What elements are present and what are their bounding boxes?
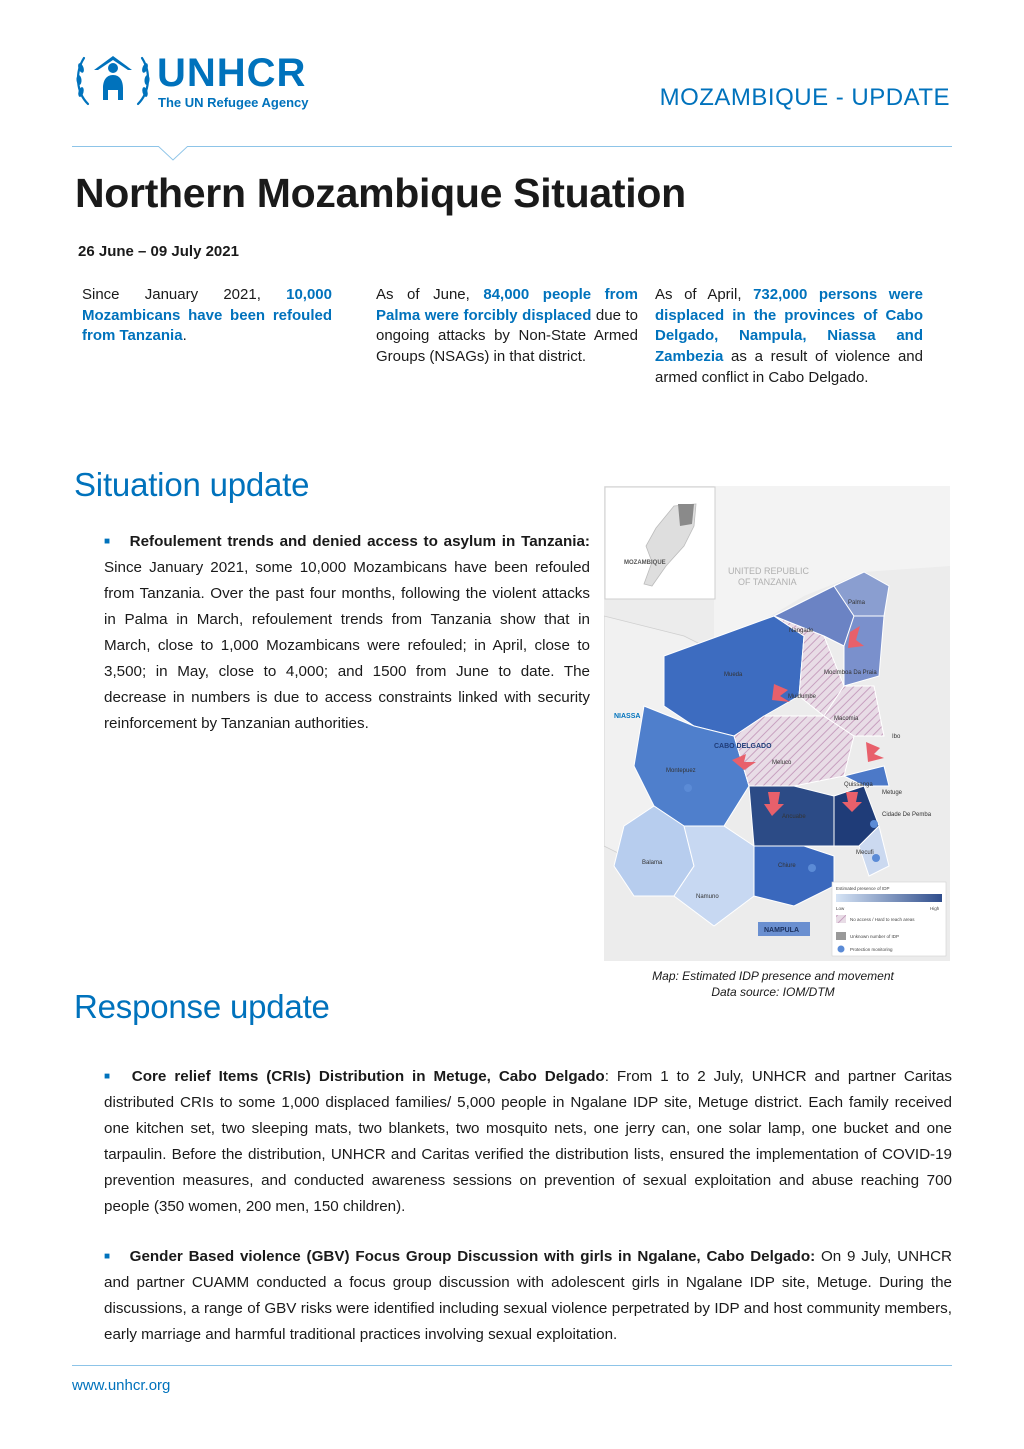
divider-notch-icon <box>158 146 188 162</box>
section-heading-situation: Situation update <box>74 466 310 503</box>
district-label: Palma <box>848 600 866 606</box>
bullet-icon: ■ <box>104 536 112 547</box>
situation-paragraph: ■ Refoulement trends and denied access to asylum in Tanzania: Since January 2021, some 10,000 Mozambicans have been refouled from Tanzania. Over the past four months, following the violent attacks in Palma in March, refoulement trends from Tanzania show that in March, close to 1,000 Mozambicans were refouled; in April, close to 3,500; in May, close to 4,000; and 1500 from June to date. The decrease in numbers is due to access constraints linked with security reinforcement by Tanzanian authorities. <box>104 533 590 732</box>
header-divider <box>72 146 952 147</box>
district-label: Quissanga <box>844 782 873 788</box>
legend-grey-swatch <box>836 932 846 940</box>
legend-unknown: Unknown number of IDP <box>850 934 900 939</box>
legend-hatch-swatch <box>836 915 846 923</box>
district-label: Montepuez <box>666 768 696 774</box>
legend-gradient <box>836 894 942 902</box>
response-item-cri: ■ Core relief Items (CRIs) Distribution in Metuge, Cabo Delgado: From 1 to 2 July, UNHCR and partner Caritas distributed CRIs to some 1,000 displaced families/ 5,000 people in Ngalane IDP site, Metuge district. Each family received one kitchen set, two sleeping mats, two blankets, two mosquito nets, one jerry can, one solar lamp, one bucket and one tarpaulin. Before the distribution, UNHCR and Caritas verified the distribution lists, ensured the implementation of COVID-19 prevention measures, and conducted awareness sessions on prevention of sexual exploitation and abuse reaching 700 people (350 women, 200 men, 150 children). <box>104 1068 952 1215</box>
report-type: MOZAMBIQUE - UPDATE <box>659 84 950 111</box>
map-caption-line2: Data source: IOM/DTM <box>711 985 835 999</box>
org-name: UNHCR <box>157 51 307 95</box>
district-label: Mecufi <box>856 850 874 856</box>
bullet-icon: ■ <box>104 1251 112 1262</box>
province-label-niassa: NIASSA <box>614 713 641 720</box>
highlight-refoulement: Since January 2021, 10,000 Mozambicans have been refouled from Tanzania. <box>82 286 332 345</box>
district-label: Mocimboa Da Praia <box>824 670 877 676</box>
inset-highlight <box>678 504 694 526</box>
protection-icon <box>684 784 692 792</box>
district-label: Cidade De Pemba <box>882 812 932 818</box>
legend-protection: Protection monitoring <box>850 947 893 952</box>
unhcr-logo <box>72 48 154 115</box>
response-item-gbv: ■ Gender Based violence (GBV) Focus Group Discussion with girls in Ngalane, Cabo Delgado: On 9 July, UNHCR and partner CUAMM conducted a focus group discussion with adolescent girls in Ngalane IDP site, Metuge. During the discussions, a range of GBV risks were identified including sexual violence perpetrated by IDP and host community members, early marriage and harmful traditional practices involving sexual exploitation. <box>104 1248 953 1343</box>
country-label-line1: UNITED REPUBLIC <box>728 566 810 576</box>
legend-protection-icon <box>838 946 845 953</box>
footer-website-link[interactable]: www.unhcr.org <box>72 1377 171 1394</box>
org-tagline: The UN Refugee Agency <box>158 95 309 110</box>
district-label: Namuno <box>696 894 719 900</box>
district-label: Metuge <box>882 790 903 796</box>
country-label-line2: OF TANZANIA <box>738 577 797 587</box>
protection-icon <box>872 854 880 862</box>
district-label: Meluco <box>772 760 792 766</box>
district-label: Nangade <box>789 628 814 634</box>
province-label-nampula: NAMPULA <box>764 927 799 934</box>
legend-no-access: No access / Hard to reach areas <box>850 917 915 922</box>
map-caption-line1: Map: Estimated IDP presence and movement <box>652 969 894 983</box>
legend-title: Estimated presence of IDP <box>836 886 890 891</box>
district-label: Ancuabe <box>782 814 806 820</box>
district-label: Muidumbe <box>788 694 817 700</box>
protection-icon <box>870 820 878 828</box>
legend-low: Low <box>836 906 845 911</box>
footer-divider <box>72 1365 952 1366</box>
province-label-cabo-delgado: CABO DELGADO <box>714 743 772 750</box>
idp-map <box>604 486 950 961</box>
date-range: 26 June – 09 July 2021 <box>78 243 239 260</box>
highlight-displaced: As of April, 732,000 persons were displaced in the provinces of Cabo Delgado, Nampula, Niassa and Zambezia as a result of violence and armed conflict in Cabo Delgado. <box>655 286 923 386</box>
inset-label: MOZAMBIQUE <box>624 560 666 566</box>
section-heading-response: Response update <box>74 988 330 1025</box>
legend-high: High <box>930 906 940 911</box>
highlight-palma: As of June, 84,000 people from Palma were forcibly displaced due to ongoing attacks by Non-State Armed Groups (NSAGs) in that district. <box>376 286 639 366</box>
district-label: Macomia <box>834 716 859 722</box>
map-caption <box>604 968 942 1000</box>
bullet-icon: ■ <box>104 1071 114 1082</box>
district-meluco <box>734 716 854 786</box>
district-label: Balama <box>642 860 663 866</box>
district-label: Mueda <box>724 672 743 678</box>
district-label: Ibo <box>892 734 901 740</box>
page-title: Northern Mozambique Situation <box>75 170 686 216</box>
protection-icon <box>808 864 816 872</box>
unhcr-emblem-icon <box>72 48 154 110</box>
district-label: Chiure <box>778 863 796 869</box>
